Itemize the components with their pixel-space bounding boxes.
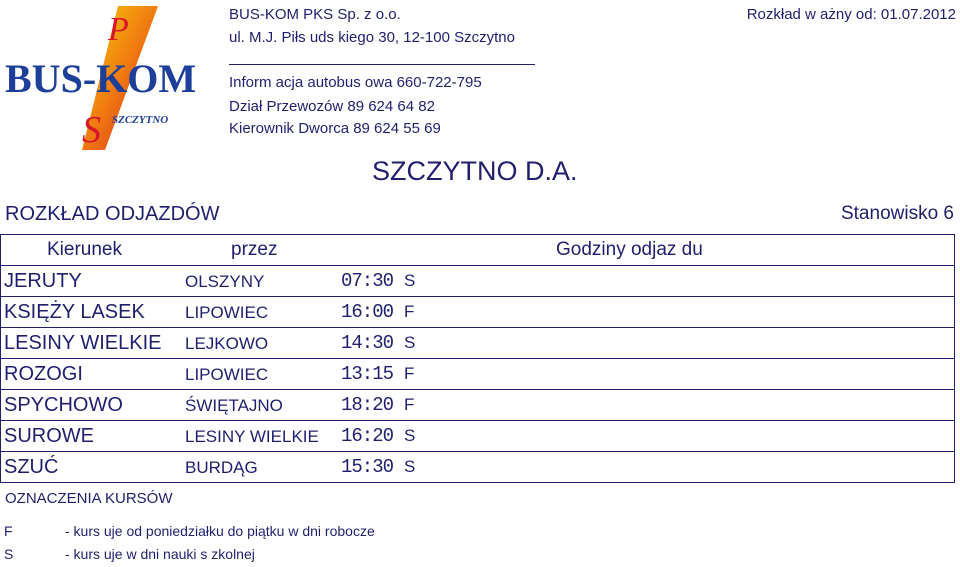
valid-from: Rozkład w ażny od: 01.07.2012 <box>746 6 956 23</box>
destination-cell: SPYCHOWO <box>4 394 123 416</box>
bus-info-phone: Inform acja autobus owa 660-722-795 <box>229 74 482 91</box>
station-manager-phone: Kierownik Dworca 89 624 55 69 <box>229 120 441 137</box>
via-cell: ŚWIĘTAJNO <box>185 396 283 415</box>
table-row <box>0 297 955 328</box>
service-code: S <box>404 271 416 290</box>
destination-cell: JERUTY <box>4 270 82 292</box>
table-row <box>0 359 955 390</box>
via-cell: LESINY WIELKIE <box>185 427 319 446</box>
legend-description: - kurs uje w dni nauki s zkolnej <box>65 546 255 562</box>
via-cell: LIPOWIEC <box>185 303 269 322</box>
destination-cell: KSIĘŻY LASEK <box>4 301 145 323</box>
legend-code: S <box>4 546 14 562</box>
service-code: F <box>404 395 415 414</box>
transport-dept-phone: Dział Przewozów 89 624 64 82 <box>229 98 435 115</box>
company-address: ul. M.J. Piłs uds kiego 30, 12-100 Szczytno <box>229 29 515 46</box>
departure-time: 14:30 <box>341 332 394 354</box>
station-name: SZCZYTNO D.A. <box>372 156 578 186</box>
table-row <box>0 452 955 483</box>
via-cell: OLSZYNY <box>185 272 265 291</box>
timetable <box>0 234 955 483</box>
service-code: F <box>404 364 415 383</box>
departure-time: 15:30 <box>341 456 394 478</box>
via-cell: LIPOWIEC <box>185 365 269 384</box>
destination-cell: ROZOGI <box>4 363 83 385</box>
logo-letter-p: P <box>108 11 129 48</box>
logo-wordmark: BUS-KOM <box>5 56 197 101</box>
logo-subtitle: SZCZYTNO <box>112 114 169 126</box>
departure-time: 18:20 <box>341 394 394 416</box>
departure-time: 13:15 <box>341 363 394 385</box>
departure-time: 16:20 <box>341 425 394 447</box>
company-name: BUS-KOM PKS Sp. z o.o. <box>229 6 401 23</box>
legend-title: OZNACZENIA KURSÓW <box>5 490 173 507</box>
schedule-title: ROZKŁAD ODJAZDÓW <box>5 203 220 225</box>
service-code: S <box>404 333 416 352</box>
departure-time: 07:30 <box>341 270 394 292</box>
service-code: S <box>404 426 416 445</box>
header-divider <box>229 64 535 65</box>
bus-kom-logo <box>0 0 210 155</box>
service-code: S <box>404 457 416 476</box>
column-header-departures: Godziny odjaz du <box>556 239 703 260</box>
table-row <box>0 390 955 421</box>
table-header-row <box>0 234 955 266</box>
column-header-via: przez <box>231 239 278 260</box>
table-row <box>0 266 955 297</box>
platform-label: Stanowisko 6 <box>840 203 954 224</box>
via-cell: LEJKOWO <box>185 334 269 353</box>
via-cell: BURDĄG <box>185 458 258 477</box>
destination-cell: SUROWE <box>4 425 94 447</box>
destination-cell: SZUĆ <box>4 456 59 478</box>
logo-letter-s: S <box>82 109 101 151</box>
departure-time: 16:00 <box>341 301 394 323</box>
table-row <box>0 421 955 452</box>
column-header-destination: Kierunek <box>47 239 122 260</box>
legend-description: - kurs uje od poniedziałku do piątku w dni robocze <box>65 523 375 539</box>
service-code: F <box>404 302 415 321</box>
destination-cell: LESINY WIELKIE <box>4 332 162 354</box>
legend-code: F <box>4 523 13 539</box>
table-row <box>0 328 955 359</box>
